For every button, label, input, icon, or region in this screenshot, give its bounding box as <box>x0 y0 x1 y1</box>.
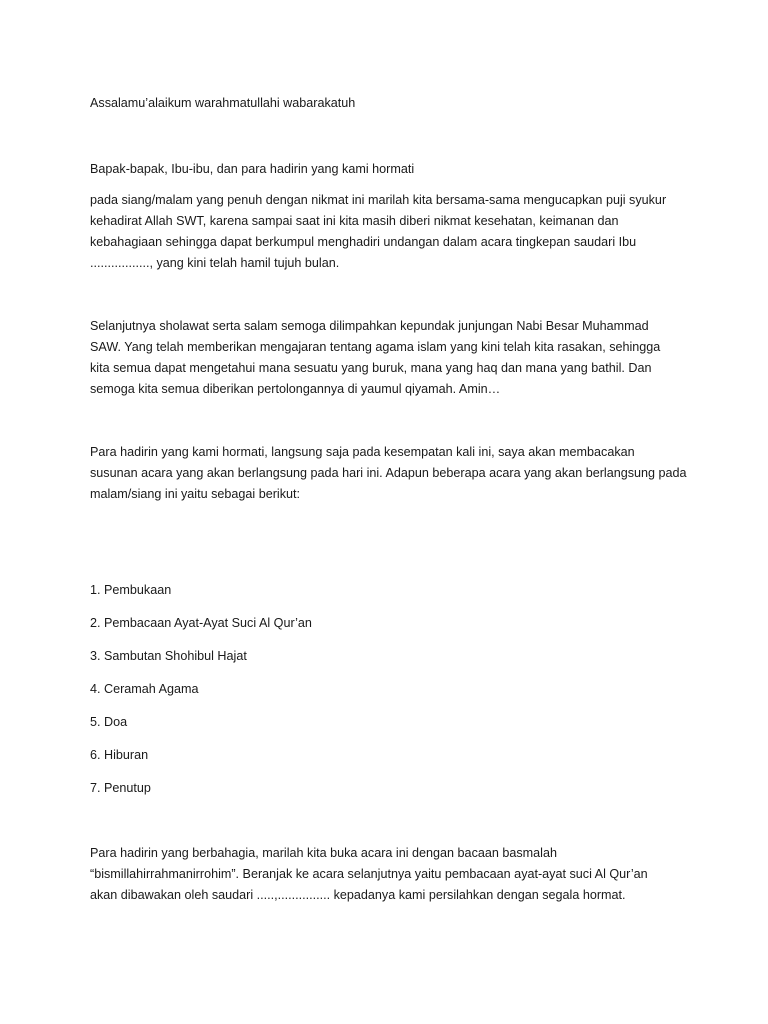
agenda-item: 7. Penutup <box>90 781 151 795</box>
paragraph-line: pada siang/malam yang penuh dengan nikmat ini marilah kita bersama-sama mengucapkan puji syukur <box>90 193 667 207</box>
paragraph-line: Para hadirin yang kami hormati, langsung saja pada kesempatan kali ini, saya akan membacakan <box>90 445 635 459</box>
paragraph-line: “bismillahirrahmanirrohim”. Beranjak ke acara selanjutnya yaitu pembacaan ayat-ayat suci Al Qur’an <box>90 867 648 881</box>
paragraph-line: SAW. Yang telah memberikan mengajaran tentang agama islam yang kini telah kita rasakan, sehingga <box>90 340 661 354</box>
paragraph-line: susunan acara yang akan berlangsung pada hari ini. Adapun beberapa acara yang akan berlangsung pada <box>90 466 687 480</box>
paragraph-line: kehadirat Allah SWT, karena sampai saat ini kita masih diberi nikmat kesehatan, keimanan dan <box>90 214 619 228</box>
paragraph-agenda-intro <box>90 442 690 505</box>
paragraph-line: semoga kita semua diberikan pertolongannya di yaumul qiyamah. Amin… <box>90 382 501 396</box>
greeting-line: Assalamu’alaikum warahmatullahi wabarakatuh <box>90 96 356 110</box>
paragraph-line: kebahagiaan sehingga dapat berkumpul menghadiri undangan dalam acara tingkepan saudari Ibu <box>90 235 637 249</box>
agenda-item: 6. Hiburan <box>90 748 149 762</box>
paragraph-line: malam/siang ini yaitu sebagai berikut: <box>90 487 301 501</box>
address-line: Bapak-bapak, Ibu-ibu, dan para hadirin yang kami hormati <box>90 162 415 176</box>
paragraph-line: ................., yang kini telah hamil tujuh bulan. <box>90 256 340 270</box>
paragraph-line: Para hadirin yang berbahagia, marilah kita buka acara ini dengan bacaan basmalah <box>90 846 557 860</box>
agenda-item: 2. Pembacaan Ayat-Ayat Suci Al Qur’an <box>90 616 312 630</box>
agenda-item: 3. Sambutan Shohibul Hajat <box>90 649 247 663</box>
agenda-item: 1. Pembukaan <box>90 583 172 597</box>
agenda-item: 4. Ceramah Agama <box>90 682 199 696</box>
paragraph-line: kita semua dapat mengetahui mana sesuatu yang buruk, mana yang haq dan mana yang bathil. Dan <box>90 361 652 375</box>
agenda-item: 5. Doa <box>90 715 128 729</box>
paragraph-line: akan dibawakan oleh saudari .....,............... kepadanya kami persilahkan dengan segala hormat. <box>90 888 626 902</box>
paragraph-sholawat <box>90 316 690 400</box>
paragraph-line: Selanjutnya sholawat serta salam semoga dilimpahkan kepundak junjungan Nabi Besar Muhammad <box>90 319 649 333</box>
paragraph-opening <box>90 190 690 274</box>
paragraph-basmalah <box>90 843 690 906</box>
